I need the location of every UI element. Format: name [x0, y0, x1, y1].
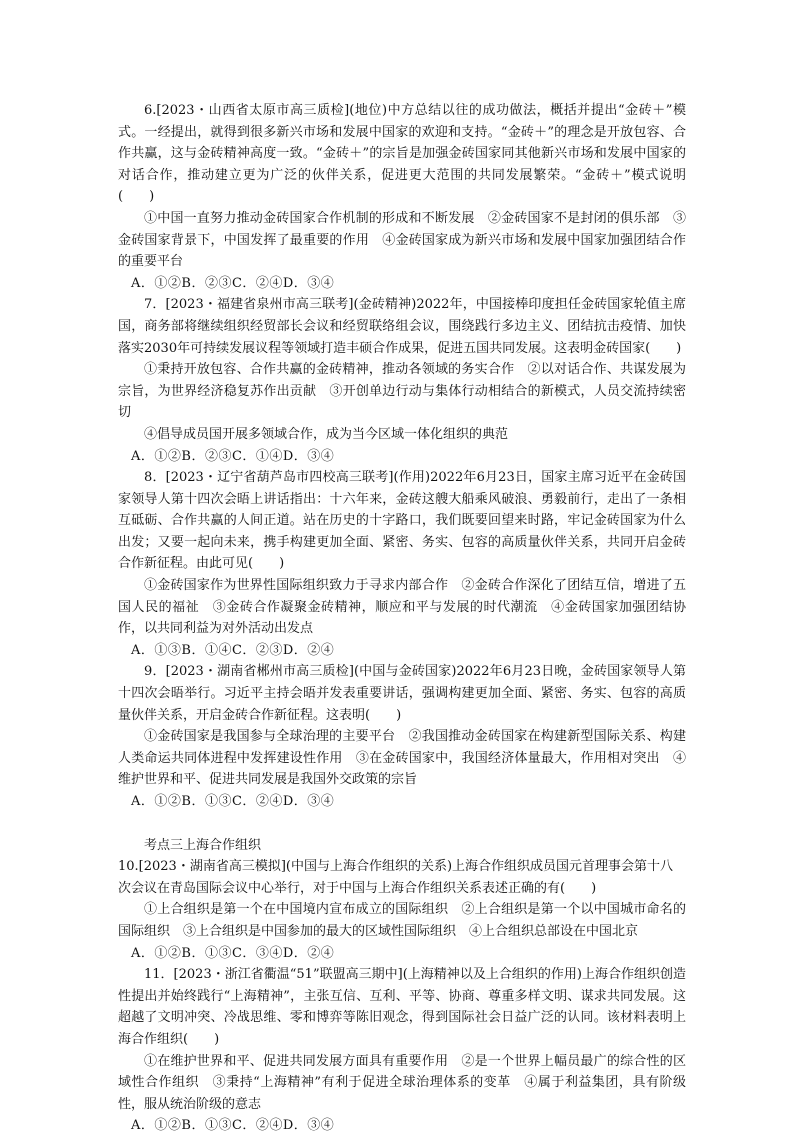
question-options: ①金砖国家作为世界性国际组织致力于寻求内部合作 ②金砖合作深化了团结互信，增进了五国人民的福祉 ③金砖合作凝聚金砖精神，顺应和平与发展的时代潮流 ④金砖国家加强团结协作，以共同利益为对外活动出发点	[118, 578, 686, 637]
answer-choices: A．①②B．①③C．③④D．②④	[131, 945, 335, 961]
question-options-extra: ④倡导成员国开展多领域合作，成为当今区域一体化组织的典范	[144, 426, 509, 442]
question-stem: 11．[2023・浙江省衢温“51”联盟高三期中](上海精神以及上合组织的作用)上海合作组织创造性提出并始终践行“上海精神”，主张互信、互利、平等、协商、尊重多样文明、谋求共同发展。这超越了文明冲突、冷战思维、零和博弈等陈旧观念，得到国际社会日益广泛的认同。该材料表明上海合作组织( )	[118, 967, 686, 1047]
section-title: 考点三上海合作组织	[144, 837, 262, 853]
question-options: ①在维护世界和平、促进共同发展方面具有重要作用 ②是一个世界上幅员最广的综合性的区域性合作组织 ③秉持“上海精神”有利于促进全球治理体系的变革 ④属于利益集团，具有阶级性，服从统治阶级的意志	[118, 1053, 686, 1112]
answer-choices: A．①②B．①③C．②④D．③④	[131, 794, 335, 809]
question-options: ①中国一直努力推动金砖国家合作机制的形成和不断发展 ②金砖国家不是封闭的俱乐部 ③金砖国家背景下，中国发挥了最重要的作用 ④金砖国家成为新兴市场和发展中国家加强团结合作的重要平台	[118, 210, 686, 270]
question-7	[118, 294, 686, 467]
question-stem: 8．[2023・辽宁省葫芦岛市四校高三联考](作用)2022年6月23日，国家主席习近平在金砖国家领导人第十四次会晤上讲话指出：十六年来，金砖这艘大船乘风破浪、勇毅前行，走出了一条相互砥砺、合作共赢的人间正道。站在历史的十字路口，我们既要回望来时路，牢记金砖国家为什么出发；又要一起向未来，携手构建更加全面、紧密、务实、包容的高质量伙伴关系，共同开启金砖合作新征程。由此可见( )	[118, 470, 686, 572]
question-stem: 6.[2023・山西省太原市高三质检](地位)中方总结以往的成功做法，概括并提出“金砖＋”模式。一经提出，就得到很多新兴市场和发展中国家的欢迎和支持。“金砖＋”的理念是开放包容、合作共赢，这与金砖精神高度一致。“金砖＋”的宗旨是加强金砖国家同其他新兴市场和发展中国家的对话合作，推动建立更为广泛的伙伴关系，促进更大范围的共同发展繁荣。“金砖＋”模式说明( )	[118, 103, 686, 205]
question-10	[118, 856, 686, 964]
document-page	[118, 100, 686, 1137]
question-options: ①金砖国家是我国参与全球治理的主要平台 ②我国推动金砖国家在构建新型国际关系、构建人类命运共同体进程中发挥建设性作用 ③在金砖国家中，我国经济体量最大，作用相对突出 ④维护世界和平、促进共同发展是我国外交政策的宗旨	[118, 729, 686, 788]
answer-choices: A．①②B．②③C．②④D．③④	[131, 275, 335, 291]
question-options: ①上合组织是第一个在中国境内宣布成立的国际组织 ②上合组织是第一个以中国城市命名的国际组织 ③上合组织是中国参加的最大的区域性国际组织 ④上合组织总部设在中国北京	[118, 902, 686, 939]
question-stem: 10.[2023・湖南省高三模拟](中国与上海合作组织的关系)上海合作组织成员国元首理事会第十八次会议在青岛国际会议中心举行，对于中国与上海合作组织关系表述正确的有( )	[118, 859, 674, 896]
question-9	[118, 661, 686, 812]
question-stem: 7．[2023・福建省泉州市高三联考](金砖精神)2022年，中国接棒印度担任金砖国家轮值主席国，商务部将继续组织经贸部长会议和经贸联络组会议，围绕践行多边主义、团结抗击疫情、加快落实2030年可持续发展议程等领域打造丰硕合作成果，促进五国共同发展。这表明金砖国家( )	[118, 297, 686, 356]
answer-choices: A．①②B．①③C．②④D．③④	[131, 1118, 335, 1134]
question-6	[118, 100, 686, 294]
answer-choices: A．①③B．①④C．②③D．②④	[131, 642, 335, 658]
question-8	[118, 467, 686, 661]
question-options: ①秉持开放包容、合作共赢的金砖精神，推动各领域的务实合作 ②以对话合作、共谋发展为宗旨，为世界经济稳复苏作出贡献 ③开创单边行动与集体行动相结合的新模式，人员交流持续密切	[118, 362, 686, 421]
answer-choices: A．①②B．②③C．①④D．③④	[131, 448, 335, 464]
question-stem: 9．[2023・湖南省郴州市高三质检](中国与金砖国家)2022年6月23日晚，金砖国家领导人第十四次会晤举行。习近平主持会晤并发表重要讲话，强调构建更加全面、紧密、务实、包容的高质量伙伴关系，开启金砖合作新征程。这表明( )	[118, 664, 686, 723]
question-11	[118, 964, 686, 1137]
